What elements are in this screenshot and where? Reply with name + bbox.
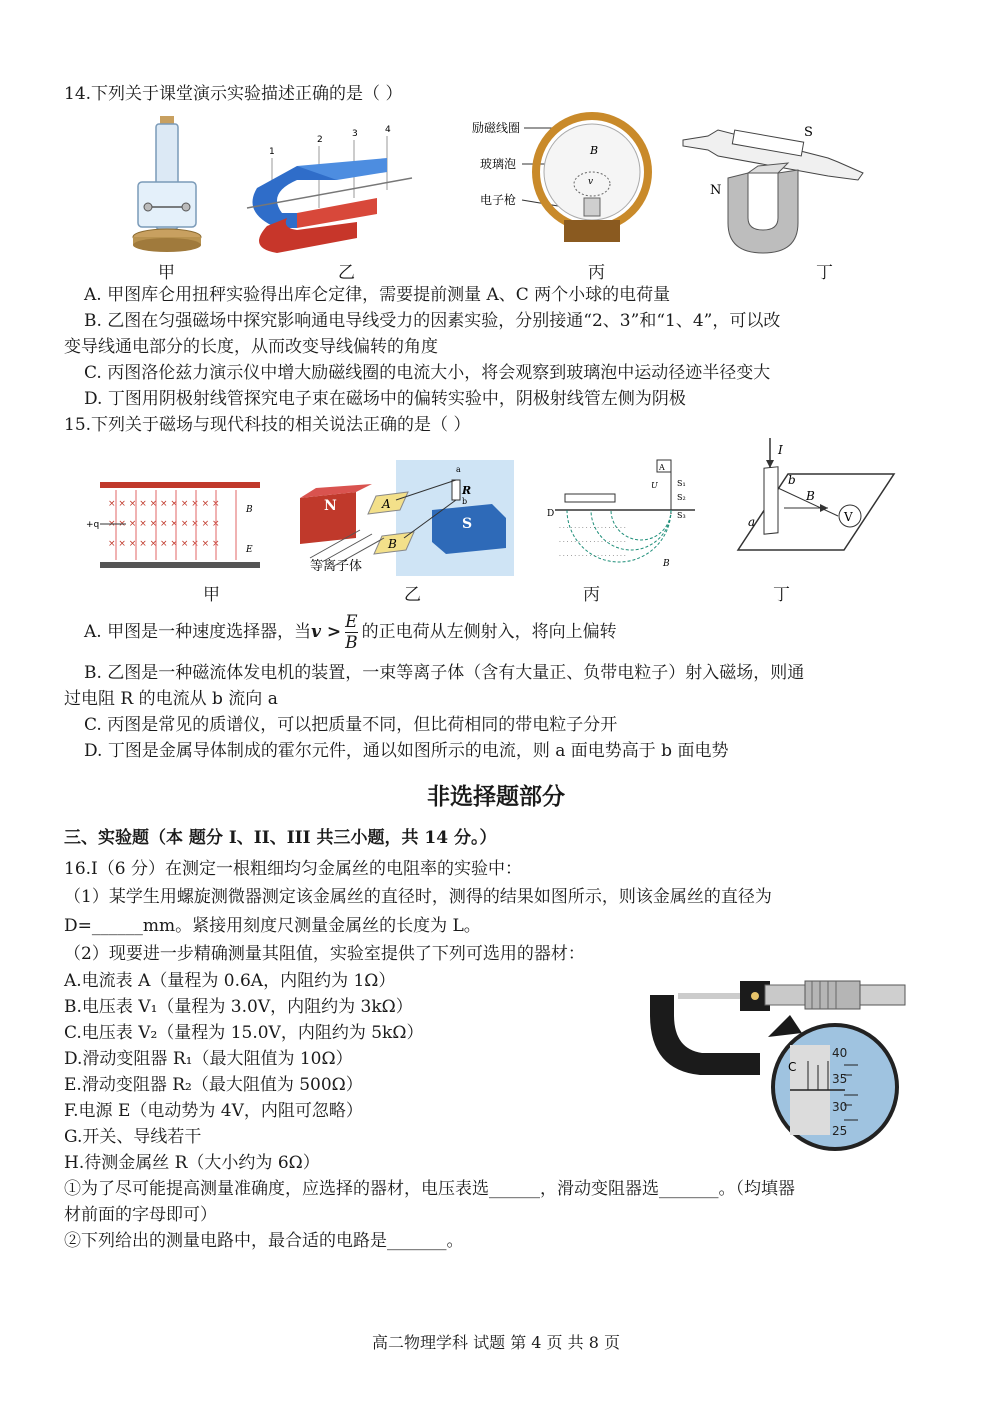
q15-label-ding: 丁 <box>773 585 790 605</box>
fraction-numerator: E <box>345 612 358 632</box>
equipment-item-b: B.电压表 V₁（量程为 3.0V，内阻约为 3kΩ） <box>64 997 413 1017</box>
q14-option-b-line1: B. 乙图在匀强磁场中探究影响通电导线受力的因素实验，分别接通“2、3”和“1、4”，可以改 <box>84 311 781 331</box>
q15-option-c: C. 丙图是常见的质谱仪，可以把质量不同，但比荷相同的带电粒子分开 <box>84 715 618 735</box>
q15-fig-ding-hall-element <box>728 438 898 563</box>
yi-a-plate-label: A <box>382 497 391 511</box>
bing-bulb-label: 玻璃泡 <box>480 157 517 171</box>
q14-label-jia: 甲 <box>158 263 175 283</box>
q14-fig-yi-magnets <box>237 118 417 258</box>
micrometer-tick-40: 40 <box>832 1046 848 1060</box>
bing-u-label: U <box>651 481 658 490</box>
micrometer-tick-35: 35 <box>832 1072 848 1086</box>
ding-a-face-label: a <box>748 515 756 529</box>
q14-stem: 14.下列关于课堂演示实验描述正确的是（ ） <box>64 84 403 104</box>
q15-label-jia: 甲 <box>203 585 220 605</box>
bing-b-field-label: B <box>663 559 670 569</box>
bing-v-label: v <box>588 177 594 187</box>
q15-label-yi: 乙 <box>404 585 421 605</box>
q14-option-c: C. 丙图洛伦兹力演示仪中增大励磁线圈的电流大小，将会观察到玻璃泡中运动径迹半径变大 <box>84 363 771 383</box>
yi-label-4: 4 <box>385 125 391 135</box>
q14-label-bing: 丙 <box>588 263 605 283</box>
q15-option-a-var: v > <box>311 622 342 642</box>
section-title: 非选择题部分 <box>427 783 565 810</box>
q14-fig-jia-torsion-balance <box>120 112 220 257</box>
svg-text:× × × × × × × × × × ×: × × × × × × × × × × × <box>108 519 220 529</box>
ding-bfield-label: B <box>806 489 815 503</box>
yi-n-label: N <box>324 498 337 514</box>
q14-option-b-line2: 变导线通电部分的长度，从而改变导线偏转的角度 <box>64 337 438 357</box>
equipment-item-f: F.电源 E（电动势为 4V，内阻可忽略） <box>64 1101 363 1121</box>
q15-option-d: D. 丁图是金属导体制成的霍尔元件，通以如图所示的电流，则 a 面电势高于 b 面电势 <box>84 741 729 761</box>
bing-s2-label: S₂ <box>677 493 686 502</box>
equipment-item-g: G.开关、导线若干 <box>64 1127 202 1147</box>
ding-i-label: I <box>778 443 783 457</box>
bing-coil-label: 励磁线圈 <box>472 121 521 135</box>
q16-step1-line2: 材前面的字母即可） <box>64 1205 217 1225</box>
q15-fig-yi-mhd-generator <box>296 458 514 578</box>
q14-label-yi: 乙 <box>338 263 355 283</box>
micrometer-tick-25: 25 <box>832 1124 848 1138</box>
equipment-item-e: E.滑动变阻器 R₂（最大阻值为 500Ω） <box>64 1075 363 1095</box>
q15-option-a-pre: A. 甲图是一种速度选择器，当 <box>84 622 312 642</box>
bing-a-label: A <box>659 463 665 472</box>
svg-text:· · · · · · · · · · · · · · ·: · · · · · · · · · · · · · · · · · · <box>559 525 626 532</box>
q14-fig-ding-cathode-tube <box>678 118 868 258</box>
yi-label-2: 2 <box>317 135 323 145</box>
yi-r-label: R <box>462 484 472 497</box>
section-3-heading: 三、实验题（本 题分 I、II、III 共三小题，共 14 分。） <box>64 828 497 848</box>
ding-n-label: N <box>710 183 722 198</box>
micrometer-figure <box>640 975 910 1165</box>
equipment-item-h: H.待测金属丝 R（大小约为 6Ω） <box>64 1153 320 1173</box>
q16-step1-line1: ①为了尽可能提高测量准确度，应选择的器材，电压表选______，滑动变阻器选_______。（均填器 <box>64 1179 795 1199</box>
q14-label-ding: 丁 <box>816 263 833 283</box>
yi-s-label: S <box>462 516 473 532</box>
q15-option-b-line1: B. 乙图是一种磁流体发电机的装置，一束等离子体（含有大量正、负带电粒子）射入磁场，则通 <box>84 663 805 683</box>
q15-fig-jia-velocity-selector <box>86 478 266 573</box>
q15-option-b-line2: 过电阻 R 的电流从 b 流向 a <box>64 689 278 709</box>
q14-option-d: D. 丁图用阴极射线管探究电子束在磁场中的偏转实验中，阴极射线管左侧为阴极 <box>84 389 686 409</box>
jia-e-label: E <box>246 545 253 555</box>
q15-stem: 15.下列关于磁场与现代科技的相关说法正确的是（ ） <box>64 415 471 435</box>
q16-part1-line1: （1）某学生用螺旋测微器测定该金属丝的直径时，测得的结果如图所示，则该金属丝的直径为 <box>64 887 772 907</box>
yi-plasma-label: 等离子体 <box>310 559 363 574</box>
q16-intro: 16.I（6 分）在测定一根粗细均匀金属丝的电阻率的实验中： <box>64 859 522 879</box>
q15-option-a-post: 的正电荷从左侧射入，将向上偏转 <box>361 622 617 642</box>
ding-s-label: S <box>804 125 813 140</box>
yi-label-1: 1 <box>269 147 275 157</box>
bing-d-label: D <box>547 509 555 519</box>
jia-b-label: B <box>246 505 253 515</box>
bing-b-label: B <box>590 144 599 157</box>
q16-step2: ②下列给出的测量电路中，最合适的电路是_______。 <box>64 1231 464 1251</box>
bing-s3-label: S₃ <box>677 511 686 520</box>
equipment-item-d: D.滑动变阻器 R₁（最大阻值为 10Ω） <box>64 1049 353 1069</box>
ding-b-face-label: b <box>788 473 796 487</box>
ding-voltmeter-label: V <box>844 510 853 524</box>
q15-option-a <box>84 612 617 653</box>
page-footer: 高二物理学科 试题 第 4 页 共 8 页 <box>372 1333 620 1352</box>
jia-q-label: +q <box>86 520 100 530</box>
svg-text:× × × × × × × × × × ×: × × × × × × × × × × × <box>108 539 220 549</box>
equipment-item-c: C.电压表 V₂（量程为 15.0V，内阻约为 5kΩ） <box>64 1023 424 1043</box>
svg-text:× × × × × × × × × × ×: × × × × × × × × × × × <box>108 499 220 509</box>
bing-gun-label: 电子枪 <box>480 193 517 207</box>
q14-option-a: A. 甲图库仑用扭秤实验得出库仑定律，需要提前测量 A、C 两个小球的电荷量 <box>84 285 671 305</box>
micrometer-tick-30: 30 <box>832 1100 848 1114</box>
q15-option-a-fraction <box>345 612 358 653</box>
q14-fig-bing-lorentz-tube <box>470 112 670 247</box>
q16-part2: （2）现要进一步精确测量其阻值，实验室提供了下列可选用的器材： <box>64 944 585 964</box>
yi-b-plate-label: B <box>388 537 397 551</box>
yi-rb-label: b <box>462 497 468 506</box>
micrometer-c-mark: C <box>788 1060 797 1074</box>
q15-label-bing: 丙 <box>583 585 600 605</box>
yi-label-3: 3 <box>352 129 358 139</box>
q15-fig-bing-mass-spectrometer <box>545 458 705 573</box>
equipment-item-a: A.电流表 A（量程为 0.6A，内阻约为 1Ω） <box>64 971 396 991</box>
fraction-denominator: B <box>345 633 358 653</box>
svg-text:· · · · · · · · · · · · · · ·: · · · · · · · · · · · · · · · · · · <box>559 539 626 546</box>
svg-text:· · · · · · · · · · · · · · ·: · · · · · · · · · · · · · · · · · · <box>559 553 626 560</box>
q16-part1-line2: D=______mm。紧接用刻度尺测量金属丝的长度为 L。 <box>64 916 481 936</box>
yi-ra-label: a <box>456 465 461 474</box>
bing-s1-label: S₁ <box>677 479 686 488</box>
